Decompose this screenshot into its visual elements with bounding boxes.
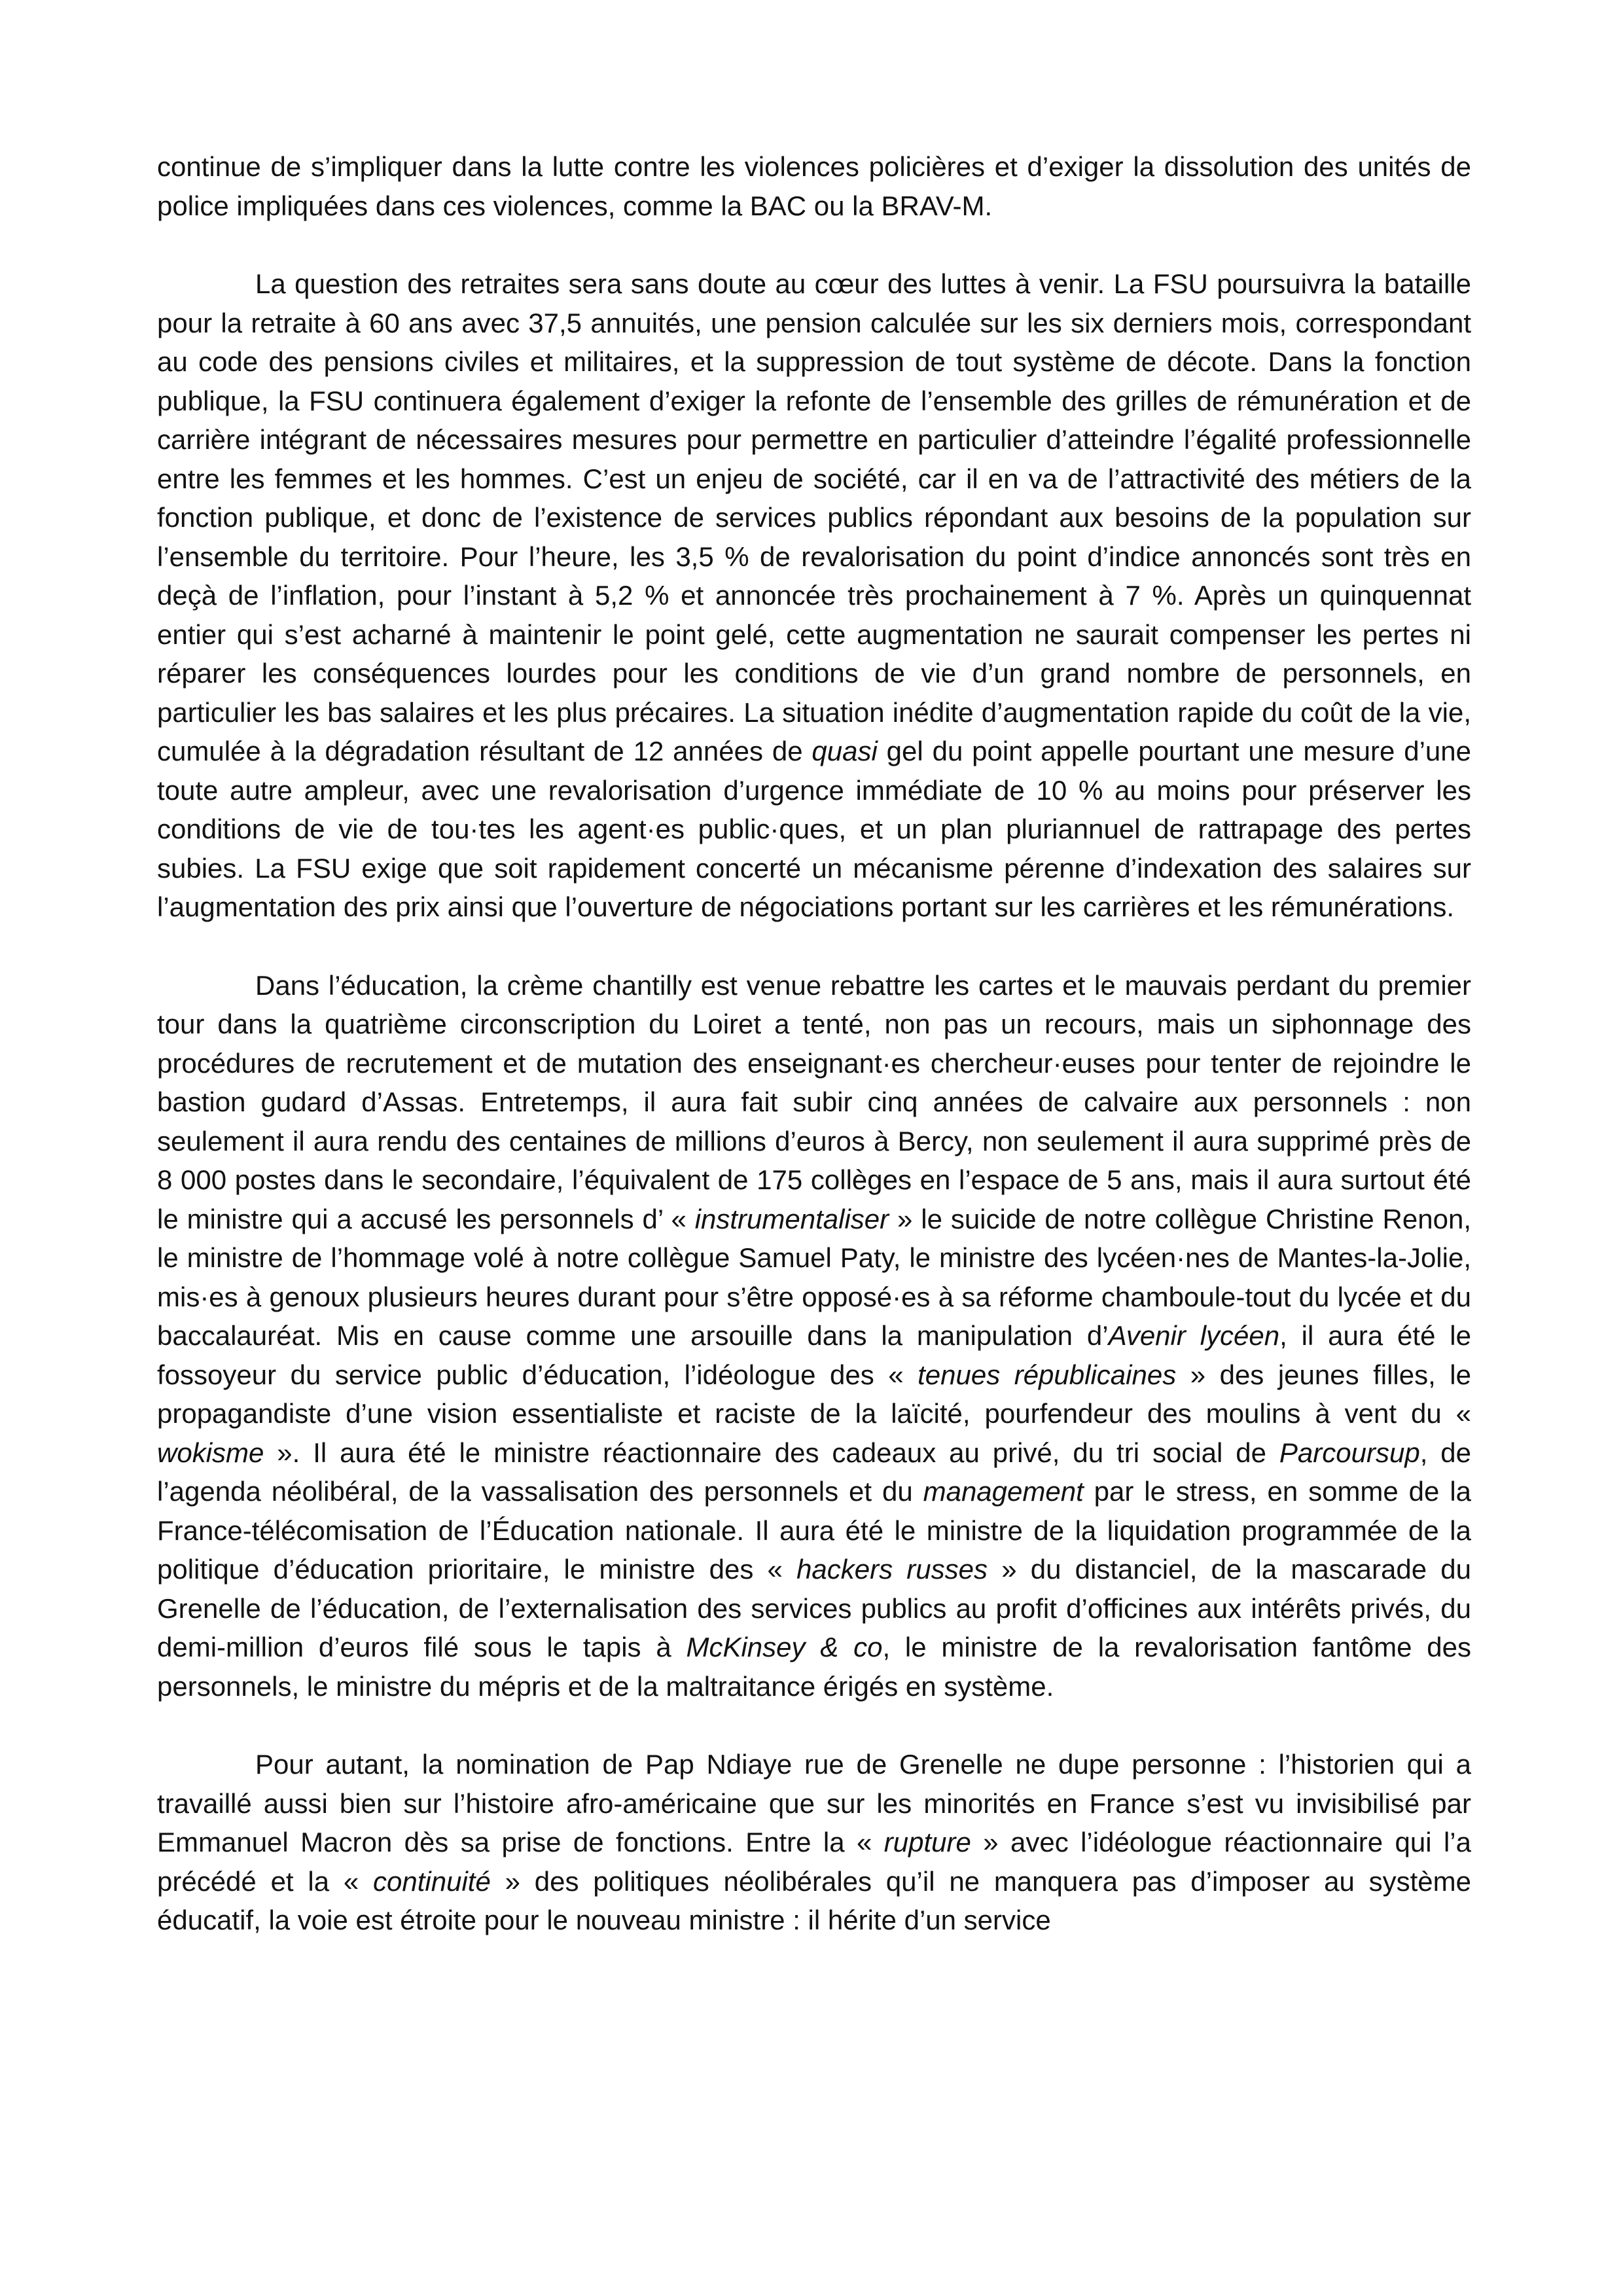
paragraph-education-ministry	[157, 966, 1471, 1706]
italic-phrase: McKinsey & co	[686, 1632, 883, 1662]
italic-phrase: Parcoursup	[1279, 1437, 1420, 1468]
italic-phrase: management	[923, 1476, 1084, 1507]
text-run: » le suicide de notre collègue Christine Renon, le ministre de l’hommage volé à notre collègue Samuel Paty, le ministre des lycéen·nes de Mantes-la-Jolie, mis·es à genoux plusieurs heures durant pour s’être opposé·es à sa réforme chamboule-tout du lycée et du baccalauréat. Mis en cause comme une arsouille dans la manipulation d’	[157, 1203, 1471, 1351]
text-run: gel du point appelle pourtant une mesure d’une toute autre ampleur, avec une revalorisation d’urgence immédiate de 10 % au moins pour préserver les conditions de vie de tou·tes les agent·es public·ques, et un plan pluriannuel de rattrapage des pertes subies. La FSU exige que soit rapidement concerté un mécanisme pérenne d’indexation des salaires sur l’augmentation des prix ainsi que l’ouverture de négociations portant sur les carrières et les rémunérations.	[157, 736, 1471, 922]
italic-phrase: continuité	[373, 1865, 491, 1897]
italic-phrase: wokisme	[157, 1437, 264, 1468]
text-run: Pour autant, la nomination de Pap Ndiaye rue de Grenelle ne dupe personne : l’historien qui a travaillé aussi bien sur l’histoire afro-américaine que sur les minorités en France s’est vu invisibilisé par Emmanuel Macron dès sa prise de fonctions. Entre la «	[157, 1749, 1471, 1857]
text-run: Dans l’éducation, la crème chantilly est venue rebattre les cartes et le mauvais perdant du premier tour dans la quatrième circonscription du Loiret a tenté, non pas un recours, mais un siphonnage des procédures de recrutement et de mutation des enseignant·es chercheur·euses pour tenter de rejoindre le bastion gudard d’Assas. Entretemps, il aura fait subir cinq années de calvaire aux personnels : non seulement il aura rendu des centaines de millions d’euros à Bercy, non seulement il aura supprimé près de 8 000 postes dans le secondaire, l’équivalent de 175 collèges en l’espace de 5 ans, mais il aura surtout été le ministre qui a accusé les personnels d’ «	[157, 969, 1471, 1234]
text-run: continue de s’impliquer dans la lutte contre les violences policières et d’exiger la dissolution des unités de police impliquées dans ces violences, comme la BAC ou la BRAV-M.	[157, 151, 1471, 221]
italic-phrase: rupture	[883, 1827, 971, 1857]
text-run: , le ministre de la revalorisation fantôme des personnels, le ministre du mépris et de la maltraitance érigés en système.	[157, 1632, 1472, 1702]
document-page	[157, 147, 1471, 1940]
text-run: » des politiques néolibérales qu’il ne manquera pas d’imposer au système éducatif, la voie est étroite pour le nouveau ministre : il hérite d’un service	[157, 1865, 1471, 1935]
text-run: » avec l’idéologue réactionnaire qui l’a précédé et la «	[157, 1827, 1471, 1897]
paragraph-pensions-wages	[157, 264, 1471, 927]
italic-phrase: tenues républicaines	[918, 1359, 1177, 1390]
paragraph-police-violence	[157, 147, 1471, 225]
text-run: ». Il aura été le ministre réactionnaire des cadeaux au privé, du tri social de	[264, 1437, 1279, 1468]
italic-phrase: quasi	[812, 736, 878, 766]
text-run: La question des retraites sera sans doute au cœur des luttes à venir. La FSU poursuivra la bataille pour la retraite à 60 ans avec 37,5 annuités, une pension calculée sur les six derniers mois, correspondant au code des pensions civiles et militaires, et la suppression de tout système de décote. Dans la fonction publique, la FSU continuera également d’exiger la refonte de l’ensemble des grilles de rémunération et de carrière intégrant de nécessaires mesures pour permettre en particulier d’atteindre l’égalité professionnelle entre les femmes et les hommes. C’est un enjeu de société, car il en va de l’attractivité des métiers de la fonction publique, et donc de l’existence de services publics répondant aux besoins de la population sur l’ensemble du territoire. Pour l’heure, les 3,5 % de revalorisation du point d’indice annoncés sont très en deçà de l’inflation, pour l’instant à 5,2 % et annoncée très prochainement à 7 %. Après un quinquennat entier qui s’est acharné à maintenir le point gelé, cette augmentation ne saurait compenser les pertes ni réparer les conséquences lourdes pour les conditions de vie d’un grand nombre de personnels, en particulier les bas salaires et les plus précaires. La situation inédite d’augmentation rapide du coût de la vie, cumulée à la dégradation résultant de 12 années de	[157, 268, 1471, 766]
italic-phrase: hackers russes	[796, 1554, 988, 1585]
italic-phrase: Avenir lycéen	[1108, 1320, 1280, 1351]
text-run: » des jeunes filles, le propagandiste d’une vision essentialiste et raciste de la laïcité, pourfendeur des moulins à vent du «	[157, 1359, 1471, 1429]
text-run: , de l’agenda néolibéral, de la vassalisation des personnels et du	[157, 1437, 1471, 1507]
text-run: , il aura été le fossoyeur du service public d’éducation, l’idéologue des «	[157, 1320, 1471, 1390]
text-run: par le stress, en somme de la France-télécomisation de l’Éducation nationale. Il aura été le ministre de la liquidation programmée de la politique d’éducation prioritaire, le ministre des «	[157, 1476, 1472, 1585]
text-run: » du distanciel, de la mascarade du Grenelle de l’éducation, de l’externalisation des services publics au profit d’officines aux intérêts privés, du demi-million d’euros filé sous le tapis à	[157, 1554, 1471, 1662]
paragraph-pap-ndiaye	[157, 1745, 1471, 1940]
italic-phrase: instrumentaliser	[694, 1203, 889, 1234]
